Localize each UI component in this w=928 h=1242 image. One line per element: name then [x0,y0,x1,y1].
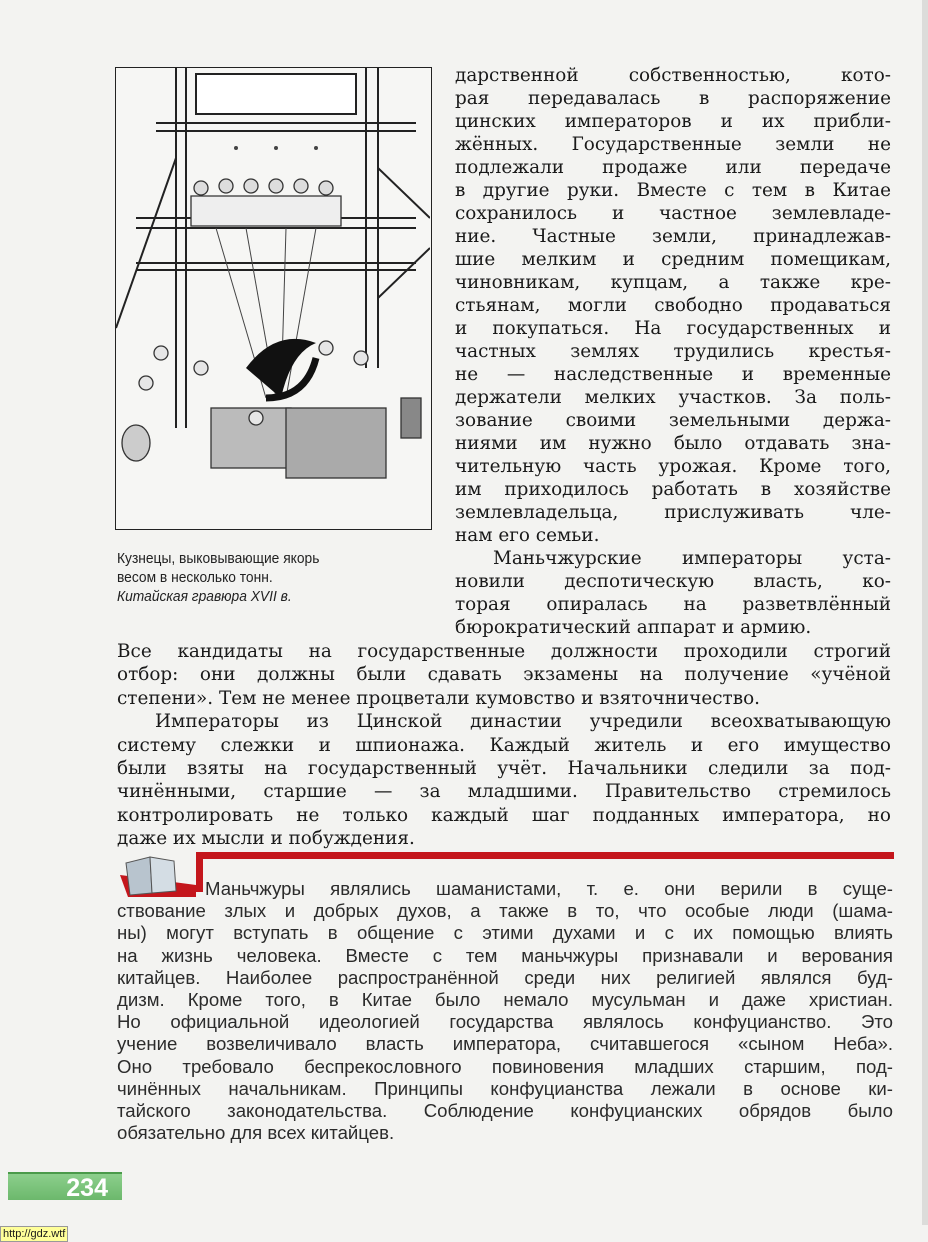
caption-line: весом в несколько тонн. [117,569,273,586]
text-line: держатели мелких участков. За поль- [455,387,891,408]
text-line: были взяты на государственный учёт. Начальники следили за под- [117,757,891,779]
infobox-red-rule [200,852,894,859]
text-line: им приходилось работать в хозяйстве [455,479,891,500]
right-column-text [455,64,891,639]
text-line: китайцев. Наиболее распространённой среди них религией являлся буд- [117,966,893,988]
text-line: нам его семьи. [455,525,600,546]
caption-source: Китайская гравюра XVII в. [117,588,292,605]
text-line: цинских императоров и их прибли- [455,111,891,132]
engraving-illustration [115,67,432,530]
text-line: даже их мысли и побуждения. [117,828,415,850]
text-line: стьянам, могли свободно продаваться [455,295,891,316]
text-line: контролировать не только каждый шаг подданных императора, но [117,804,891,826]
text-line: чительную часть урожая. Кроме того, [455,456,891,477]
text-line: отбор: они должны были сдавать экзамены на получение «учёной [117,664,891,686]
text-line: шие мелким и средним помещикам, [455,249,891,270]
text-line: сохранилось и частное землевладе- [455,203,891,224]
caption-line: Кузнецы, выковывающие якорь [117,550,320,567]
text-line: ны) могут вступать в общение с этими духами и с их помощью влиять [117,922,893,944]
text-line: Но официальной идеологией государства являлось конфуцианство. Это [117,1011,893,1033]
text-line: обязательно для всех китайцев. [117,1122,395,1144]
text-line: Все кандидаты на государственные должности проходили строгий [117,641,891,662]
text-line: рая передавалась в распоряжение [455,88,891,109]
text-line: Оно требовало беспрекословного повиновения младших старшим, под- [117,1055,893,1077]
text-line: ние. Частные земли, принадлежав- [455,226,891,247]
text-line: не — наследственные и временные [455,364,891,385]
text-line: зование своими земельными держа- [455,410,891,431]
text-line: дизм. Кроме того, в Китае было немало мусульман и даже христиан. [117,988,893,1010]
text-line: дарственной собственностью, кото- [455,65,891,86]
blacksmiths-engraving [116,68,430,528]
text-line: Маньчжурские императоры уста- [493,548,891,569]
page-number: 234 [8,1172,122,1200]
text-line: чиновникам, купцам, а также кре- [455,272,891,293]
text-line: ниями им нужно было отдавать зна- [455,433,891,454]
text-line: подлежали продаже или передаче [455,157,891,178]
text-line: на жизнь человека. Вместе с тем маньчжуры признавали и верования [117,944,893,966]
text-line: землевладельца, прислуживать чле- [455,502,891,523]
text-line: учение возвеличивало власть императора, считавшегося «сыном Неба». [117,1033,893,1055]
text-line: чинённых начальникам. Принципы конфуцианства лежали в основе ки- [117,1077,893,1099]
text-line: Императоры из Цинской династии учредили всеохватывающую [155,711,891,733]
text-line: частных землях трудились крестья- [455,341,891,362]
text-line: жённых. Государственные земли не [455,134,891,155]
text-line: систему слежки и шпионажа. Каждый житель и его имущество [117,734,891,756]
figure-caption [117,549,421,606]
text-line: торая опиралась на разветвлённый [455,594,891,615]
text-line: Маньчжуры являлись шаманистами, т. е. они верили в суще- [205,878,893,899]
text-line: степени». Тем не менее процветали кумовство и взяточничество. [117,687,760,709]
text-line: чинёнными, старшие — за младшими. Правительство стремилось [117,781,891,803]
text-line: новили деспотическую власть, ко- [455,571,891,592]
infobox-text [117,878,893,1144]
watermark-link[interactable]: http://gdz.wtf [0,1226,68,1242]
text-line: и покупаться. На государственных и [455,318,891,339]
text-line: бюрократический аппарат и армию. [455,617,812,638]
text-line: в другие руки. Вместе с тем в Китае [455,180,891,201]
text-line: ствование злых и добрых духов, а также в то, что особые люди (шама- [117,900,893,922]
page-edge [922,0,928,1225]
text-line: тайского законодательства. Соблюдение конфуцианских обрядов было [117,1099,893,1121]
full-width-text [117,640,891,851]
